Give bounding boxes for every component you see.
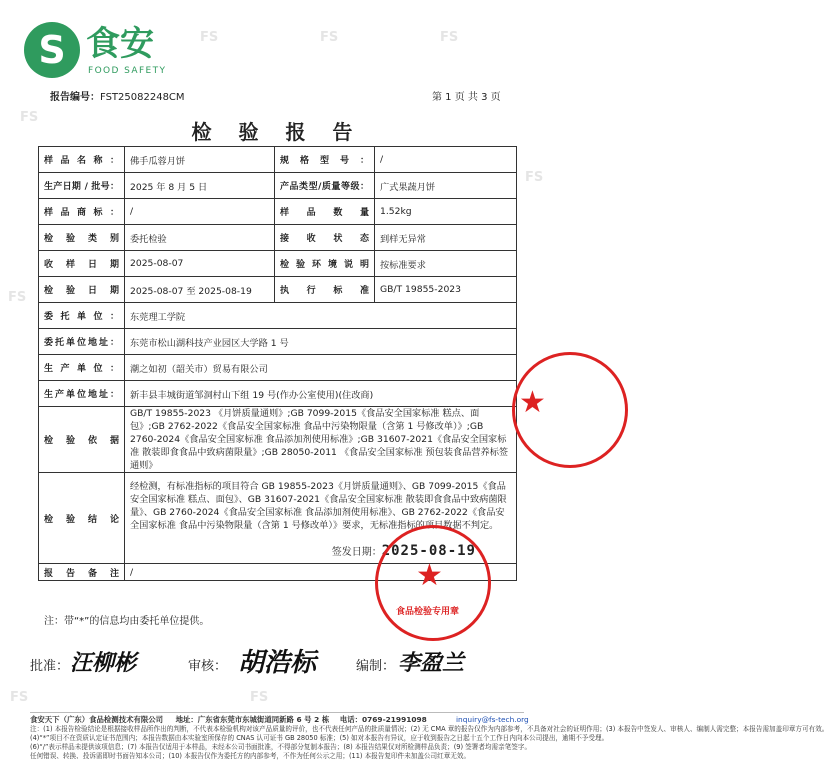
sign-date-value: 2025-08-19 bbox=[381, 543, 476, 559]
footer-divider bbox=[30, 712, 524, 713]
exec-standard: GB/T 19855-2023 bbox=[375, 277, 517, 303]
logo-name-cn: 食安 bbox=[86, 24, 154, 64]
report-number-value: FST25082248CM bbox=[100, 92, 185, 103]
client: 东莞理工学院 bbox=[125, 303, 517, 329]
producer-address-label: 生产单位地址： bbox=[39, 381, 125, 407]
category-label: 产品类型/质量等级： bbox=[275, 173, 375, 199]
approve-signature: 汪柳彬 bbox=[70, 650, 137, 676]
trademark: / bbox=[125, 199, 275, 225]
logo-name-en: FOOD SAFETY bbox=[88, 66, 167, 76]
seal-stamp bbox=[375, 525, 491, 641]
client-address: 东莞市松山湖科技产业园区大学路 1 号 bbox=[125, 329, 517, 355]
table-row bbox=[39, 381, 517, 407]
compile-label: 编制： bbox=[356, 659, 396, 674]
sample-name-label: 样 品 名 称 ： bbox=[39, 147, 125, 173]
table-row bbox=[39, 225, 517, 251]
table-row bbox=[39, 251, 517, 277]
exec-standard-label: 执 行 标 准 bbox=[275, 277, 375, 303]
seal-text: 食品检验专用章 bbox=[396, 607, 460, 617]
remarks-label: 报 告 备 注 bbox=[39, 564, 125, 581]
spec-label: 规 格 型 号 ： bbox=[275, 147, 375, 173]
footer-address: 地址：广东省东莞市东城街道同新路 6 号 2 栋 bbox=[175, 715, 330, 724]
approve-label: 批准： bbox=[30, 659, 70, 674]
page-info: 第 1 页 共 3 页 bbox=[432, 92, 501, 103]
footer-line-2: (4)“*”项目不在资质认定证书范围内；本报告数据由本实验室所保存的 CNAS 认可证书 GB 28050 标准；(5) 如对本报告有异议，应于收到报告之日起十五个工作日内向本公司提出，逾期不予受理。 bbox=[30, 734, 609, 742]
conclusion-label: 检 验 结 论 bbox=[39, 473, 125, 564]
test-type: 委托检验 bbox=[125, 225, 275, 251]
environment: 按标准要求 bbox=[375, 251, 517, 277]
table-row bbox=[39, 329, 517, 355]
remarks: / bbox=[125, 564, 517, 581]
table-row bbox=[39, 355, 517, 381]
receive-status-label: 接 收 状 态 bbox=[275, 225, 375, 251]
review-label: 审核： bbox=[188, 659, 228, 674]
receive-date: 2025-08-07 bbox=[125, 251, 275, 277]
footer-line-4: 任何错误、转换、投诉需即时书面告知本公司；(10) 本报告仅作为委托方的内部参考，不作为任何公示之用；(11) 本报告复印件未加盖公司红章无效。 bbox=[30, 752, 471, 760]
quantity-label: 样 品 数 量 bbox=[275, 199, 375, 225]
watermark: FS bbox=[440, 30, 459, 45]
basis: GB/T 19855-2023 《月饼质量通则》;GB 7099-2015《食品安全国家标准 糕点、面包》;GB 2762-2022《食品安全国家标准 食品中污染物限量（含第 1 号修改单）》;GB 2760-2024《食品安全国家标准 食品添加剂使用标准》;GB 31607-2021《食品安全国家标准 散装即食食品中致病菌限量》;GB 28050-2011 《食品安全国家标准 预包装食品营养标签通则》 bbox=[125, 407, 517, 473]
footer-line-1: 注：(1) 本报告检验结论是根据接收样品所作出的判断，不代表本检验机构对该产品质量的评价，也不代表任何产品的批质量情况；(2) 无 CMA 章的报告仅作为内部参考，不具备对社会的证明作用；(3) 本报告中签发人、审核人、编制人需完整；本报告需加盖印章方可有效。 bbox=[30, 725, 828, 733]
producer: 潮之如初（韶关市）贸易有限公司 bbox=[125, 355, 517, 381]
footer-contact bbox=[30, 715, 427, 724]
sign-date-label: 签发日期： bbox=[331, 547, 382, 558]
table-row bbox=[39, 277, 517, 303]
table-row bbox=[39, 147, 517, 173]
receive-status: 到样无异常 bbox=[375, 225, 517, 251]
report-table bbox=[38, 146, 517, 581]
footer-phone: 电话：0769-21991098 bbox=[339, 715, 427, 724]
table-row bbox=[39, 407, 517, 473]
conclusion: 经检测，有标准指标的项目符合 GB 19855-2023《月饼质量通则》、GB 7099-2015《食品安全国家标准 糕点、面包》、GB 31607-2021《食品安全国家标准 散装即食食品中致病菌限量》、GB 2760-2024《食品安全国家标准 食品添加剂使用标准》、GB 2762-2022《食品安全国家标准 食品中污染物限量（含第 1 号修改单）》要求，无标准指标的项目数据不判定。 bbox=[125, 473, 517, 540]
category: 广式果蔬月饼 bbox=[375, 173, 517, 199]
footer-line-3: (6)“/”表示样品未提供该项信息；(7) 本报告仅适用于本样品，未经本公司书面批准，不得部分复制本报告；(8) 本报告结果仅对所检测样品负责；(9) 签署者均需亲笔签字。 bbox=[30, 743, 532, 751]
report-number bbox=[50, 88, 185, 103]
watermark: FS bbox=[200, 30, 219, 45]
note: 注：带“*”的信息均由委托单位提供。 bbox=[44, 616, 210, 627]
quantity: 1.52kg bbox=[375, 199, 517, 225]
watermark: FS bbox=[525, 170, 544, 185]
seal-stamp-partial bbox=[512, 352, 628, 468]
producer-label: 生 产 单 位 ： bbox=[39, 355, 125, 381]
compile-signature: 李盈兰 bbox=[398, 650, 465, 676]
watermark: FS bbox=[320, 30, 339, 45]
table-row bbox=[39, 199, 517, 225]
production-date: 2025 年 8 月 5 日 bbox=[125, 173, 275, 199]
producer-address: 新丰县丰城街道邹洞村山下组 19 号(作办公室使用)(住改商) bbox=[125, 381, 517, 407]
footer-email[interactable]: inquiry@fs-tech.org bbox=[456, 715, 529, 724]
basis-label: 检 验 依 据 bbox=[39, 407, 125, 473]
review-signature: 胡浩标 bbox=[238, 648, 317, 678]
trademark-label: 样 品 商 标 ： bbox=[39, 199, 125, 225]
environment-label: 检验环境说明 bbox=[275, 251, 375, 277]
sample-name: 佛手瓜蓉月饼 bbox=[125, 147, 275, 173]
logo-mark: S bbox=[38, 28, 66, 72]
seal-star-icon: ★ bbox=[519, 385, 546, 420]
test-date: 2025-08-07 至 2025-08-19 bbox=[125, 277, 275, 303]
report-title: 检 验 报 告 bbox=[191, 120, 363, 144]
watermark: FS bbox=[20, 110, 39, 125]
table-row bbox=[39, 303, 517, 329]
company-logo bbox=[24, 22, 184, 82]
table-row bbox=[39, 173, 517, 199]
seal-star-icon: ★ bbox=[416, 558, 443, 593]
production-date-label: 生产日期 / 批号： bbox=[39, 173, 125, 199]
test-date-label: 检 验 日 期 bbox=[39, 277, 125, 303]
test-type-label: 检 验 类 别 bbox=[39, 225, 125, 251]
report-number-label: 报告编号： bbox=[50, 92, 100, 103]
receive-date-label: 收 样 日 期 bbox=[39, 251, 125, 277]
watermark: FS bbox=[10, 690, 29, 705]
watermark: FS bbox=[250, 690, 269, 705]
client-label: 委 托 单 位 ： bbox=[39, 303, 125, 329]
footer-company: 食安天下（广东）食品检测技术有限公司 bbox=[30, 715, 164, 724]
client-address-label: 委托单位地址： bbox=[39, 329, 125, 355]
spec: / bbox=[375, 147, 517, 173]
watermark: FS bbox=[8, 290, 27, 305]
